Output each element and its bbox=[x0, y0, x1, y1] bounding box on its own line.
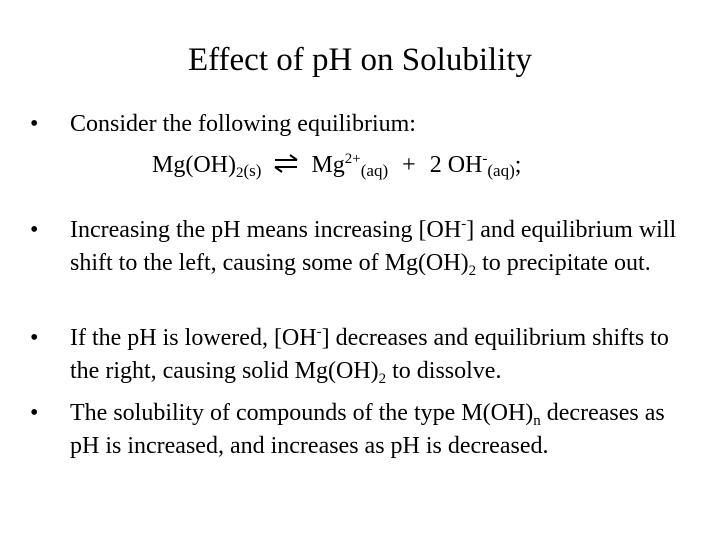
bullet-dot: • bbox=[30, 217, 39, 243]
bullet-text: The solubility of compounds of the type $M(OH)_n$ decreases as pH is increased, and increases as pH is decreased. bbox=[70, 400, 665, 459]
hydroxide-charge: - bbox=[482, 151, 488, 167]
bullet-consider bbox=[30, 108, 690, 141]
bullet-text: Consider the following equilibrium: bbox=[70, 111, 416, 137]
bullet-text: Increasing the pH means increasing [OH-] and equilibrium will shift to the left, causing some of $Mg(OH)_2$ to precipitate out. bbox=[70, 216, 677, 279]
bullet-dot: • bbox=[30, 325, 39, 351]
bullet-dot: • bbox=[30, 111, 39, 137]
equilibrium-arrow-icon bbox=[273, 154, 299, 174]
reactant-subscript: 2 bbox=[236, 165, 244, 181]
slide-title: Effect of pH on Solubility bbox=[187, 42, 533, 78]
reactant-state: (s) bbox=[243, 161, 262, 180]
reactant: Mg(OH) bbox=[152, 152, 236, 178]
equilibrium-equation bbox=[152, 148, 521, 182]
equation-end: ; bbox=[514, 152, 522, 178]
bullet-increasing-ph bbox=[30, 214, 690, 280]
bullet-lowered-ph bbox=[30, 322, 690, 388]
hydroxide-state: (aq) bbox=[487, 161, 515, 180]
magnesium-charge: 2+ bbox=[344, 151, 361, 167]
product-magnesium-ion: Mg bbox=[311, 152, 345, 178]
plus-sign: + bbox=[402, 152, 416, 178]
bullet-dot: • bbox=[30, 400, 39, 426]
bullet-text: If the pH is lowered, [OH-] decreases and equilibrium shifts to the right, causing solid $Mg(OH)_2$ to dissolve. bbox=[70, 324, 669, 387]
bullet-solubility bbox=[30, 397, 690, 463]
magnesium-state: (aq) bbox=[360, 161, 389, 180]
product-hydroxide: 2 OH bbox=[429, 152, 483, 178]
